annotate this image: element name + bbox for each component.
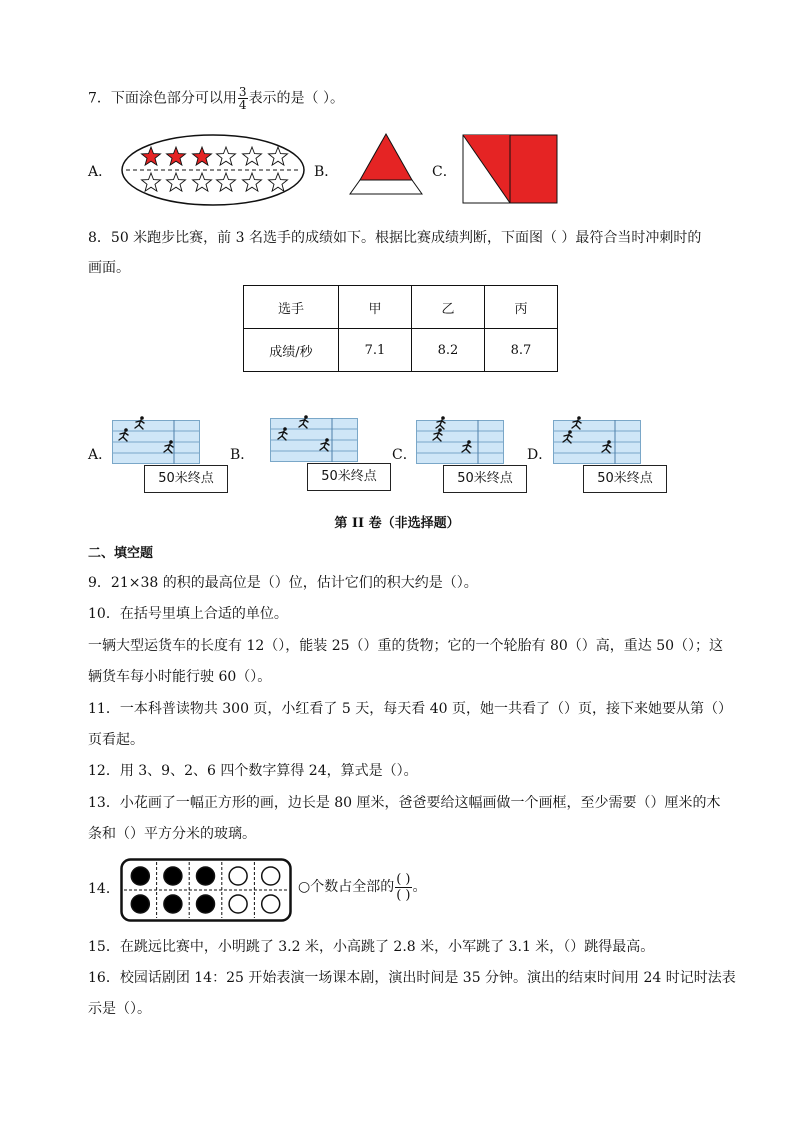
q14-fraction-blank: $\frac{( )}{( )}$ bbox=[396, 871, 411, 903]
q7-option-c-label: C． bbox=[432, 164, 457, 180]
q13-line2: 条和（）平方分米的玻璃。 bbox=[88, 826, 256, 842]
table-row bbox=[244, 286, 558, 329]
triangle-unshaded-bottom bbox=[350, 180, 422, 194]
q8-score-table bbox=[243, 285, 558, 372]
q7-fraction: $\frac{3}{4}$ bbox=[238, 85, 247, 112]
empty-circle-icon bbox=[229, 867, 247, 885]
filled-dot-icon bbox=[164, 867, 182, 885]
q14-text: ○个数占全部的 bbox=[298, 879, 395, 895]
empty-circle-icon bbox=[229, 895, 247, 913]
q14-number: 14． bbox=[88, 881, 120, 897]
table-cell: 甲 bbox=[339, 286, 412, 329]
star-outline-icon bbox=[142, 173, 161, 191]
q8-option-b-label: B． bbox=[230, 447, 255, 463]
section-title: 二、填空题 bbox=[88, 546, 154, 561]
table-cell: 8.7 bbox=[485, 329, 558, 372]
empty-circle-icon bbox=[262, 895, 280, 913]
filled-dot-icon bbox=[164, 895, 182, 913]
filled-dot-icon bbox=[131, 867, 149, 885]
star-group bbox=[142, 147, 288, 191]
star-filled-icon bbox=[167, 147, 186, 165]
q8-stem-line2: 画面。 bbox=[88, 260, 130, 276]
star-outline-icon bbox=[269, 147, 288, 165]
q8-option-d-label: D． bbox=[527, 447, 553, 463]
q8-option-c-finish-label: 50米终点 bbox=[443, 465, 527, 493]
q7-text-after: 表示的是（ ）。 bbox=[248, 90, 345, 107]
q11-line1: 11．一本科普读物共 300 页，小红看了 5 天，每天看 40 页，她一共看了（）页，接下来她要从第（） bbox=[88, 701, 732, 717]
q8-option-c-label: C． bbox=[392, 447, 417, 463]
q11-line2: 页看起。 bbox=[88, 732, 144, 748]
q7-option-b-triangle bbox=[348, 132, 424, 196]
table-cell: 选手 bbox=[244, 286, 339, 329]
q7-option-a-label: A． bbox=[88, 164, 113, 180]
q10-line1: 10．在括号里填上合适的单位。 bbox=[88, 606, 288, 622]
q7-option-b-label: B． bbox=[314, 164, 339, 180]
q8-option-d-track bbox=[553, 414, 643, 466]
q16-line1: 16．校园话剧团 14：25 开始表演一场课本剧，演出时间是 35 分钟。演出的结束时间用 24 时记时法表 bbox=[88, 970, 736, 986]
q8-option-b-track bbox=[270, 412, 360, 464]
table-cell: 丙 bbox=[485, 286, 558, 329]
star-outline-icon bbox=[167, 173, 186, 191]
q7-text-before: 7．下面涂色部分可以用 bbox=[88, 90, 237, 107]
q8-option-c-track bbox=[416, 414, 506, 466]
filled-dot-icon bbox=[197, 895, 215, 913]
star-outline-icon bbox=[243, 173, 262, 191]
star-outline-icon bbox=[243, 147, 262, 165]
rectangle-shaded-half bbox=[510, 135, 557, 203]
table-cell: 成绩/秒 bbox=[244, 329, 339, 372]
star-outline-icon bbox=[193, 173, 212, 191]
q10-line3: 辆货车每小时能行驶 60（）。 bbox=[88, 669, 272, 685]
empty-circle-icon bbox=[262, 867, 280, 885]
table-cell: 8.2 bbox=[412, 329, 485, 372]
q7-stem bbox=[88, 86, 344, 111]
star-outline-icon bbox=[269, 173, 288, 191]
q8-option-a-label: A． bbox=[88, 447, 113, 463]
q14-ten-frame bbox=[120, 858, 292, 922]
filled-dot-icon bbox=[131, 895, 149, 913]
q8-option-b-finish-label: 50米终点 bbox=[307, 463, 391, 491]
q10-line2: 一辆大型运货车的长度有 12（），能装 25（）重的货物；它的一个轮胎有 80（）高，重达 50（）；这 bbox=[88, 638, 724, 654]
q8-stem-line1: 8．50 米跑步比赛，前 3 名选手的成绩如下。根据比赛成绩判断，下面图（ ）最符合当时冲刺时的 bbox=[88, 230, 702, 246]
q8-option-a-finish-label: 50米终点 bbox=[144, 465, 228, 493]
q13-line1: 13．小花画了一幅正方形的画，边长是 80 厘米，爸爸要给这幅画做一个画框，至少需要（）厘米的木 bbox=[88, 795, 721, 811]
star-outline-icon bbox=[217, 147, 236, 165]
q15: 15．在跳远比赛中，小明跳了 3.2 米，小高跳了 2.8 米，小军跳了 3.1 米，（）跳得最高。 bbox=[88, 939, 655, 955]
q12: 12．用 3、9、2、6 四个数字算得 24，算式是（）。 bbox=[88, 763, 418, 779]
table-cell: 7.1 bbox=[339, 329, 412, 372]
q9: 9．21×38 的积的最高位是（）位，估计它们的积大约是（）。 bbox=[88, 575, 478, 591]
part2-title: 第 II 卷（非选择题） bbox=[334, 516, 460, 531]
q14-end: 。 bbox=[412, 879, 427, 895]
table-cell: 乙 bbox=[412, 286, 485, 329]
filled-dot-icon bbox=[197, 867, 215, 885]
star-outline-icon bbox=[217, 173, 236, 191]
q7-option-c-rectangle bbox=[462, 134, 558, 204]
triangle-shaded-top bbox=[360, 134, 412, 180]
q7-option-a-ellipse-stars bbox=[118, 132, 308, 208]
q8-option-a-track bbox=[112, 414, 202, 466]
star-filled-icon bbox=[193, 147, 212, 165]
q14-text-line bbox=[298, 870, 427, 904]
q16-line2: 示是（）。 bbox=[88, 1001, 151, 1017]
q8-option-d-finish-label: 50米终点 bbox=[583, 465, 667, 493]
table-row bbox=[244, 329, 558, 372]
star-filled-icon bbox=[142, 147, 161, 165]
